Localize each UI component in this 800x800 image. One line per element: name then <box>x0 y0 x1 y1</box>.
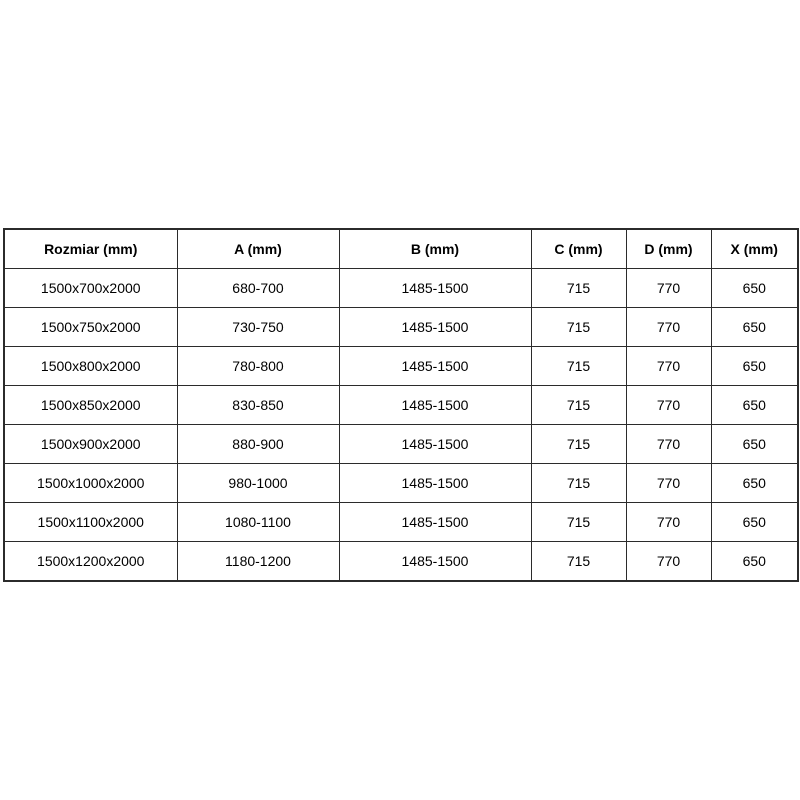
cell-d: 770 <box>626 269 711 308</box>
cell-x: 650 <box>711 269 798 308</box>
cell-a: 980-1000 <box>177 464 339 503</box>
cell-a: 1180-1200 <box>177 542 339 582</box>
cell-d: 770 <box>626 503 711 542</box>
column-header-rozmiar: Rozmiar (mm) <box>4 229 177 269</box>
cell-d: 770 <box>626 542 711 582</box>
cell-rozmiar: 1500x1000x2000 <box>4 464 177 503</box>
table-row <box>4 503 798 542</box>
cell-a: 680-700 <box>177 269 339 308</box>
cell-b: 1485-1500 <box>339 347 531 386</box>
cell-c: 715 <box>531 503 626 542</box>
cell-c: 715 <box>531 347 626 386</box>
table-row <box>4 386 798 425</box>
column-header-c: C (mm) <box>531 229 626 269</box>
cell-rozmiar: 1500x1100x2000 <box>4 503 177 542</box>
cell-rozmiar: 1500x850x2000 <box>4 386 177 425</box>
cell-b: 1485-1500 <box>339 386 531 425</box>
cell-b: 1485-1500 <box>339 542 531 582</box>
table-row <box>4 464 798 503</box>
cell-d: 770 <box>626 386 711 425</box>
column-header-b: B (mm) <box>339 229 531 269</box>
cell-x: 650 <box>711 425 798 464</box>
cell-b: 1485-1500 <box>339 425 531 464</box>
table-row <box>4 425 798 464</box>
cell-b: 1485-1500 <box>339 269 531 308</box>
cell-rozmiar: 1500x900x2000 <box>4 425 177 464</box>
cell-c: 715 <box>531 542 626 582</box>
cell-x: 650 <box>711 542 798 582</box>
cell-a: 830-850 <box>177 386 339 425</box>
cell-a: 730-750 <box>177 308 339 347</box>
cell-d: 770 <box>626 464 711 503</box>
cell-b: 1485-1500 <box>339 308 531 347</box>
cell-b: 1485-1500 <box>339 503 531 542</box>
cell-x: 650 <box>711 347 798 386</box>
cell-d: 770 <box>626 425 711 464</box>
cell-rozmiar: 1500x750x2000 <box>4 308 177 347</box>
cell-c: 715 <box>531 386 626 425</box>
cell-a: 1080-1100 <box>177 503 339 542</box>
cell-c: 715 <box>531 464 626 503</box>
cell-c: 715 <box>531 425 626 464</box>
table-header-row <box>4 229 798 269</box>
column-header-d: D (mm) <box>626 229 711 269</box>
table-row <box>4 269 798 308</box>
cell-c: 715 <box>531 308 626 347</box>
cell-x: 650 <box>711 503 798 542</box>
table-row <box>4 542 798 582</box>
cell-a: 780-800 <box>177 347 339 386</box>
cell-d: 770 <box>626 308 711 347</box>
cell-a: 880-900 <box>177 425 339 464</box>
cell-rozmiar: 1500x1200x2000 <box>4 542 177 582</box>
table-row <box>4 308 798 347</box>
size-spec-table-container <box>3 228 799 582</box>
column-header-x: X (mm) <box>711 229 798 269</box>
cell-b: 1485-1500 <box>339 464 531 503</box>
cell-rozmiar: 1500x800x2000 <box>4 347 177 386</box>
cell-c: 715 <box>531 269 626 308</box>
cell-d: 770 <box>626 347 711 386</box>
cell-x: 650 <box>711 464 798 503</box>
size-spec-table <box>3 228 799 582</box>
cell-rozmiar: 1500x700x2000 <box>4 269 177 308</box>
column-header-a: A (mm) <box>177 229 339 269</box>
cell-x: 650 <box>711 308 798 347</box>
cell-x: 650 <box>711 386 798 425</box>
table-row <box>4 347 798 386</box>
